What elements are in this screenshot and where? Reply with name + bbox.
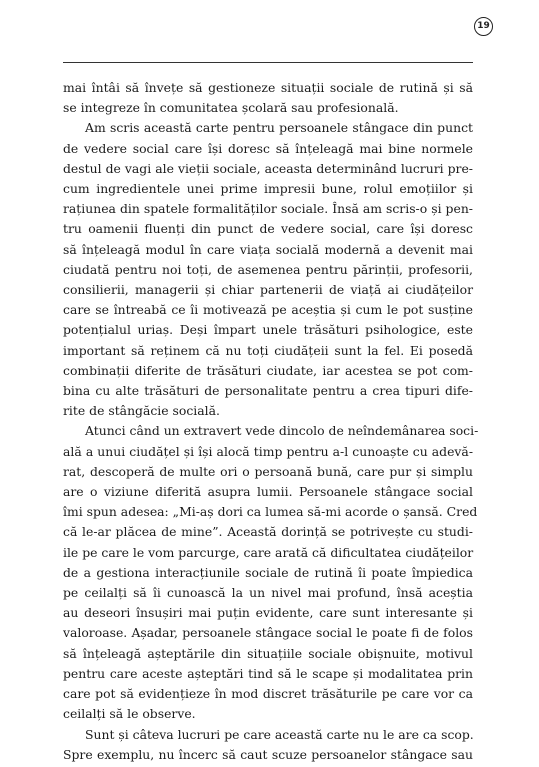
header-rule	[63, 62, 473, 63]
text-line: Spre exemplu, nu încerc să caut scuze persoanelor stângace sau	[63, 746, 473, 762]
text-line: ală a unui ciudățel și își alocă timp pentru a-l cunoaște cu adevă-	[63, 443, 473, 459]
text-line: de a gestiona interacțiunile sociale de rutină îi poate împiedica	[63, 564, 473, 580]
text-line: Sunt și câteva lucruri pe care această carte nu le are ca scop.	[85, 726, 474, 742]
text-line: valoroase. Așadar, persoanele stângace social le poate fi de folos	[63, 625, 473, 641]
text-line: ciudată pentru noi toți, de asemenea pentru părinții, profesorii,	[63, 261, 473, 277]
text-line: îmi spun adesea: „Mi-aș dori ca lumea să-mi acorde o șansă. Cred	[63, 504, 478, 520]
text-line: potențialul uriaș. Deși împart unele trăsături psihologice, este	[63, 322, 473, 338]
text-line: rite de stângăcie socială.	[63, 403, 220, 419]
text-line: bina cu alte trăsături de personalitate pentru a crea tipuri dife-	[63, 383, 473, 399]
text-line: destul de vagi ale vieții sociale, aceasta determinând lucruri pre-	[63, 160, 473, 176]
text-line: consilierii, managerii și chiar partenerii de viață ai ciudățeilor	[63, 282, 473, 298]
body-text	[63, 78, 479, 765]
text-line: se integreze în comunitatea școlară sau profesională.	[63, 100, 399, 116]
text-line: mai întâi să învețe să gestioneze situații sociale de rutină și să	[63, 80, 473, 95]
text-line: rațiunea din spatele formalităților sociale. Însă am scris-o și pen-	[63, 201, 473, 217]
text-line: important să reținem că nu toți ciudățeii sunt la fel. Ei posedă	[63, 342, 473, 358]
text-line: tru oamenii fluenți din punct de vedere social, care își doresc	[63, 221, 473, 237]
text-line: de vedere social care își doresc să înțeleagă mai bine normele	[63, 140, 473, 156]
text-line: pe ceilalți să îi cunoască la un nivel mai profund, însă aceștia	[63, 585, 473, 601]
text-line: Am scris această carte pentru persoanele stângace din punct	[85, 120, 473, 136]
text-line: că le-ar plăcea de mine”. Această dorință se potrivește cu studi-	[63, 524, 473, 540]
text-line: să înțeleagă așteptările din situațiile sociale obișnuite, motivul	[63, 645, 473, 661]
text-line: pentru care aceste așteptări tind să le scape și modalitatea prin	[63, 665, 473, 681]
text-line: combinații diferite de trăsături ciudate, iar acestea se pot com-	[63, 362, 473, 378]
text-line: care se întreabă ce îi motivează pe aceștia și cum le pot susține	[63, 302, 473, 318]
text-line: ile pe care le vom parcurge, care arată că dificultatea ciudățeilor	[63, 544, 474, 560]
text-line: să înțeleagă modul în care viața socială modernă a devenit mai	[63, 241, 473, 257]
text-line: ceilalți să le observe.	[63, 706, 196, 722]
text-line: Atunci când un extravert vede dincolo de neîndemânarea soci-	[85, 423, 479, 439]
text-line: cum ingredientele unei prime impresii bune, rolul emoțiilor și	[63, 181, 473, 197]
text-line: are o viziune diferită asupra lumii. Persoanele stângace social	[63, 484, 473, 500]
text-line: au deseori însușiri mai puțin evidente, care sunt interesante și	[63, 605, 473, 621]
page-number-badge: 19	[474, 17, 493, 36]
text-line: care pot să evidențieze în mod discret trăsăturile pe care vor ca	[63, 686, 473, 702]
text-line: rat, descoperă de multe ori o persoană bună, care pur și simplu	[63, 463, 473, 479]
